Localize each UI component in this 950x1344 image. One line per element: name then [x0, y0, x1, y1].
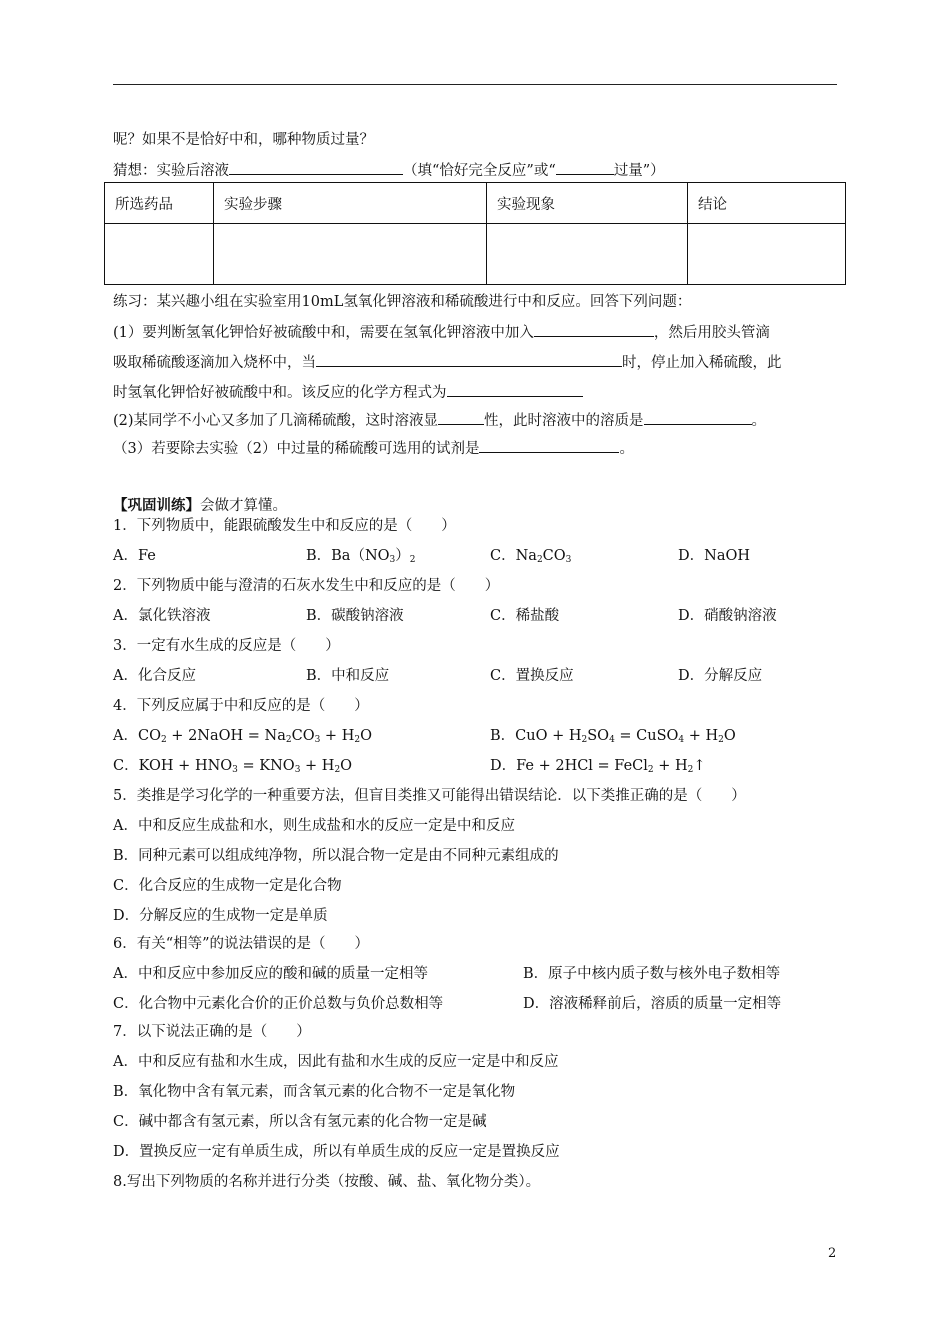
q2-option-b: B．碳酸钠溶液 [306, 608, 404, 624]
table-header-cell: 结论 [688, 183, 846, 224]
practice-q2-line [113, 410, 766, 431]
practice-text: 时氢氧化钾恰好被硫酸中和。该反应的化学方程式为 [113, 385, 447, 401]
q5-option-b: B．同种元素可以组成纯净物，所以混合物一定是由不同种元素组成的 [113, 848, 559, 864]
q2-option-c: C．稀盐酸 [490, 608, 560, 624]
question-3: 3．一定有水生成的反应是（ ） [113, 638, 340, 654]
q2-option-d: D．硝酸钠溶液 [678, 608, 777, 624]
q4-option-c: C．KOH + $HNO_3 = KNO_3 + H_2O$ [113, 758, 353, 775]
q3-option-b: B．中和反应 [306, 668, 390, 684]
q7-option-c: C．碱中都含有氢元素，所以含有氢元素的化合物一定是碱 [113, 1114, 487, 1130]
q4-option-d: D．Fe + 2HCl = FeCl$_2$ + $H_2↑$ [490, 758, 706, 775]
q4-option-a: A．$CO_2$ + 2NaOH = $Na_2CO_3 + H_2O$ [113, 728, 372, 745]
q7-option-a: A．中和反应有盐和水生成，因此有盐和水生成的反应一定是中和反应 [113, 1054, 559, 1070]
training-heading [113, 496, 287, 516]
practice-blank[interactable] [447, 382, 583, 397]
q3-option-d: D．分解反应 [678, 668, 763, 684]
table-cell[interactable] [105, 224, 214, 285]
practice-blank[interactable] [644, 410, 752, 425]
q5-option-c: C．化合反应的生成物一定是化合物 [113, 878, 342, 894]
q6-option-c: C．化合物中元素化合价的正价总数与负价总数相等 [113, 996, 444, 1012]
q6-option-d: D．溶液稀释前后，溶质的质量一定相等 [523, 996, 782, 1012]
question-4: 4．下列反应属于中和反应的是（ ） [113, 698, 369, 714]
question-2: 2．下列物质中能与澄清的石灰水发生中和反应的是（ ） [113, 578, 500, 594]
q5-option-a: A．中和反应生成盐和水，则生成盐和水的反应一定是中和反应 [113, 818, 515, 834]
guess-middle: （填“恰好完全反应”或“ [403, 163, 556, 179]
practice-text: （3）若要除去实验（2）中过量的稀硫酸可选用的试剂是 [113, 441, 480, 457]
practice-text: 吸取稀硫酸逐滴加入烧杯中，当 [113, 355, 316, 371]
practice-text: 。 [751, 413, 767, 429]
question-6: 6．有关“相等”的说法错误的是（ ） [113, 936, 370, 952]
q6-option-a: A．中和反应中参加反应的酸和碱的质量一定相等 [113, 966, 428, 982]
q2-option-a: A．氯化铁溶液 [113, 608, 211, 624]
practice-text: (2)某同学不小心又多加了几滴稀硫酸，这时溶液显 [113, 413, 439, 429]
guess-prefix: 猜想：实验后溶液 [113, 163, 229, 179]
q4-option-b: B．CuO + $H_2SO_4$ = CuSO$_4$ + $H_2O$ [490, 728, 736, 745]
table-cell[interactable] [688, 224, 846, 285]
q5-option-d: D．分解反应的生成物一定是单质 [113, 908, 328, 924]
practice-q1-line3 [113, 382, 583, 403]
guess-blank-2[interactable] [556, 160, 614, 175]
training-title: 【巩固训练】 [113, 497, 200, 514]
training-subtitle: 会做才算懂。 [200, 498, 287, 514]
experiment-table [104, 182, 846, 285]
practice-blank[interactable] [479, 438, 619, 453]
q3-option-a: A．化合反应 [113, 668, 196, 684]
question-7: 7．以下说法正确的是（ ） [113, 1024, 311, 1040]
practice-text: (1）要判断氢氧化钾恰好被硫酸中和，需要在氢氧化钾溶液中加入 [113, 325, 534, 341]
table-cell[interactable] [214, 224, 487, 285]
practice-blank[interactable] [316, 352, 622, 367]
q6-option-b: B．原子中核内质子数与核外电子数相等 [523, 966, 781, 982]
practice-q1-line2 [113, 352, 782, 373]
q1-option-c: C．$Na_2CO_3$ [490, 548, 572, 565]
guess-suffix: 过量”） [613, 163, 665, 179]
question-5: 5．类推是学习化学的一种重要方法，但盲目类推又可能得出错误结论．以下类推正确的是（ ） [113, 788, 746, 804]
practice-text: 。 [619, 441, 634, 457]
practice-blank[interactable] [534, 322, 654, 337]
page-number: 2 [828, 1246, 837, 1261]
table-cell[interactable] [487, 224, 688, 285]
practice-q1-line1 [113, 322, 770, 343]
practice-text: ，然后用胶头管滴 [653, 325, 770, 341]
q3-option-c: C．置换反应 [490, 668, 574, 684]
practice-intro: 练习：某兴趣小组在实验室用10mL氢氧化钾溶液和稀硫酸进行中和反应。回答下列问题： [113, 294, 692, 310]
question-8: 8.写出下列物质的名称并进行分类（按酸、碱、盐、氧化物分类）。 [113, 1174, 541, 1190]
table-header-cell: 所选药品 [105, 183, 214, 224]
table-header-cell: 实验现象 [487, 183, 688, 224]
practice-q3-line [113, 438, 634, 459]
q7-option-d: D．置换反应一定有单质生成，所以有单质生成的反应一定是置换反应 [113, 1144, 560, 1160]
table-header-cell: 实验步骤 [214, 183, 487, 224]
practice-blank[interactable] [438, 410, 484, 425]
q1-option-b: B．$Ba(NO_3)_2$ [306, 548, 416, 565]
intro-line: 呢？如果不是恰好中和，哪种物质过量？ [113, 132, 374, 148]
guess-line [113, 160, 665, 181]
header-rule [113, 84, 837, 85]
practice-text: 时，停止加入稀硫酸，此 [622, 355, 782, 371]
guess-blank-1[interactable] [229, 160, 403, 175]
q7-option-b: B．氧化物中含有氧元素，而含氧元素的化合物不一定是氧化物 [113, 1084, 516, 1100]
q1-option-d: D．NaOH [678, 548, 750, 564]
practice-text: 性，此时溶液中的溶质是 [484, 413, 644, 429]
question-1: 1．下列物质中，能跟硫酸发生中和反应的是（ ） [113, 518, 456, 534]
q1-option-a: A．Fe [113, 548, 156, 564]
